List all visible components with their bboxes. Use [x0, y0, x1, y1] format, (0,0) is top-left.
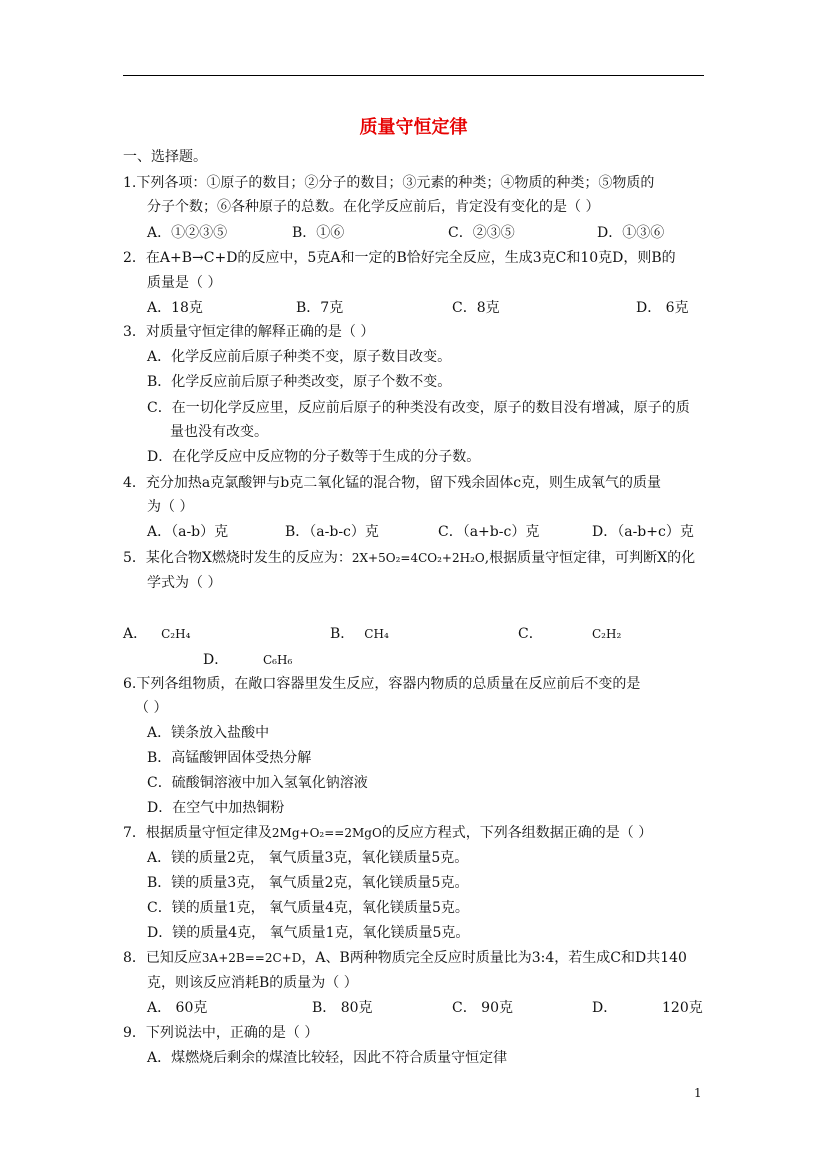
page-number: 1	[694, 1086, 702, 1100]
q2-stem-line1: 2．在A+B→C+D的反应中，5克A和一定的B恰好完全反应，生成3克C和10克D，则B的	[123, 250, 676, 266]
q8-stem-line2: 克，则该反应消耗B的质量为（ ）	[147, 975, 358, 991]
q5-option-a	[123, 624, 190, 644]
q1-option-a: A．①②③⑤	[147, 225, 228, 241]
q8-stem-prefix: 8．已知反应	[123, 950, 202, 966]
q1-option-c: C．②③⑤	[448, 225, 515, 241]
q8-stem-suffix: ，A、B两种物质完全反应时质量比为3:4，若生成C和D共140	[301, 950, 687, 966]
q5-option-b	[330, 624, 389, 644]
q6-stem-line1: 6.下列各组物质，在敞口容器里发生反应，容器内物质的总质量在反应前后不变的是	[123, 676, 641, 692]
q5-option-c-label: C．	[518, 626, 543, 642]
q3-option-c-line2: 量也没有改变。	[170, 424, 268, 440]
q9-stem: 9．下列说法中，正确的是（ ）	[123, 1025, 319, 1041]
q1-stem-line1: 1.下列各项：①原子的数目；②分子的数目；③元素的种类；④物质的种类；⑤物质的	[123, 175, 655, 191]
q5-option-b-label: B．	[330, 626, 355, 642]
header-rule	[123, 75, 704, 76]
q1-stem-line2: 分子个数；⑥各种原子的总数。在化学反应前后，肯定没有变化的是（ ）	[147, 199, 600, 215]
q5-option-d-label: D．	[203, 652, 229, 668]
q2-option-c: C．8克	[452, 300, 500, 316]
q8-option-d-label: D．	[592, 1000, 618, 1016]
q4-option-a: A．（a-b）克	[147, 524, 229, 540]
q1-option-b: B．①⑥	[292, 225, 345, 241]
q7-equation: 2Mg+O₂==2MgO	[271, 826, 382, 840]
q8-stem-line1	[123, 948, 687, 968]
q6-option-b: B．高锰酸钾固体受热分解	[147, 750, 312, 766]
q8-equation: 3A+2B==2C+D	[201, 951, 302, 965]
q6-option-a: A．镁条放入盐酸中	[147, 725, 270, 741]
q4-option-c: C．（a+b-c）克	[438, 524, 540, 540]
q2-option-d: D． 6克	[636, 300, 689, 316]
q9-option-a: A．煤燃烧后剩余的煤渣比较轻，因此不符合质量守恒定律	[147, 1050, 508, 1066]
q7-stem-suffix: 的反应方程式，下列各组数据正确的是（ ）	[381, 825, 653, 841]
q2-option-a: A．18克	[147, 300, 203, 316]
q8-option-d-value: 120克	[662, 1000, 703, 1016]
q5-stem-line2: 学式为（ ）	[147, 575, 222, 591]
q2-stem-line2: 质量是（ ）	[147, 275, 222, 291]
q7-option-a: A．镁的质量2克， 氧气质量3克，氧化镁质量5克。	[147, 850, 469, 866]
q4-stem-line1: 4．充分加热a克氯酸钾与b克二氧化锰的混合物，留下残余固体c克，则生成氧气的质量	[123, 475, 662, 491]
q7-stem-prefix: 7．根据质量守恒定律及	[123, 825, 272, 841]
q5-stem-line1	[123, 548, 695, 568]
q5-option-a-formula: C₂H₄	[161, 627, 191, 641]
q6-stem-line2: （ ）	[135, 700, 168, 716]
q6-option-c: C．硫酸铜溶液中加入氢氧化钠溶液	[147, 775, 368, 791]
q7-option-c: C．镁的质量1克， 氧气质量4克，氧化镁质量5克。	[147, 900, 469, 916]
q8-option-a: A． 60克	[147, 1000, 208, 1016]
q5-stem-prefix: 5．某化合物X燃烧时发生的反应为：	[123, 550, 352, 566]
q8-option-b: B． 80克	[312, 1000, 373, 1016]
q3-option-c-line1: C．在一切化学反应里，反应前后原子的种类没有改变，原子的数目没有增减，原子的质	[147, 400, 690, 416]
section-heading: 一、选择题。	[123, 149, 207, 165]
q3-option-d: D．在化学反应中反应物的分子数等于生成的分子数。	[147, 449, 481, 465]
q3-stem: 3．对质量守恒定律的解释正确的是（ ）	[123, 324, 375, 340]
q5-option-d-formula: C₆H₆	[263, 653, 293, 667]
q5-option-c-formula: C₂H₂	[592, 627, 622, 641]
q6-option-d: D．在空气中加热铜粉	[147, 800, 285, 816]
q7-stem	[123, 823, 652, 843]
q4-stem-line2: 为（ ）	[147, 499, 194, 515]
page-title: 质量守恒定律	[359, 117, 468, 138]
q2-option-b: B．7克	[296, 300, 344, 316]
q7-option-b: B．镁的质量3克， 氧气质量2克，氧化镁质量5克。	[147, 875, 469, 891]
q5-option-a-label: A．	[123, 626, 148, 642]
q5-equation: 2X+5O₂=4CO₂+2H₂O	[351, 551, 485, 565]
q8-option-c: C． 90克	[452, 1000, 513, 1016]
q5-stem-suffix: ,根据质量守恒定律，可判断X的化	[484, 550, 696, 566]
q3-option-b: B．化学反应前后原子种类改变，原子个数不变。	[147, 374, 452, 390]
q3-option-a: A．化学反应前后原子种类不变，原子数目改变。	[147, 349, 452, 365]
q4-option-b: B．（a-b-c）克	[285, 524, 379, 540]
q7-option-d: D．镁的质量4克， 氧气质量1克，氧化镁质量5克。	[147, 925, 470, 941]
q4-option-d: D．（a-b+c）克	[592, 524, 694, 540]
q1-option-d: D．①③⑥	[597, 225, 665, 241]
q5-option-b-formula: CH₄	[364, 627, 389, 641]
